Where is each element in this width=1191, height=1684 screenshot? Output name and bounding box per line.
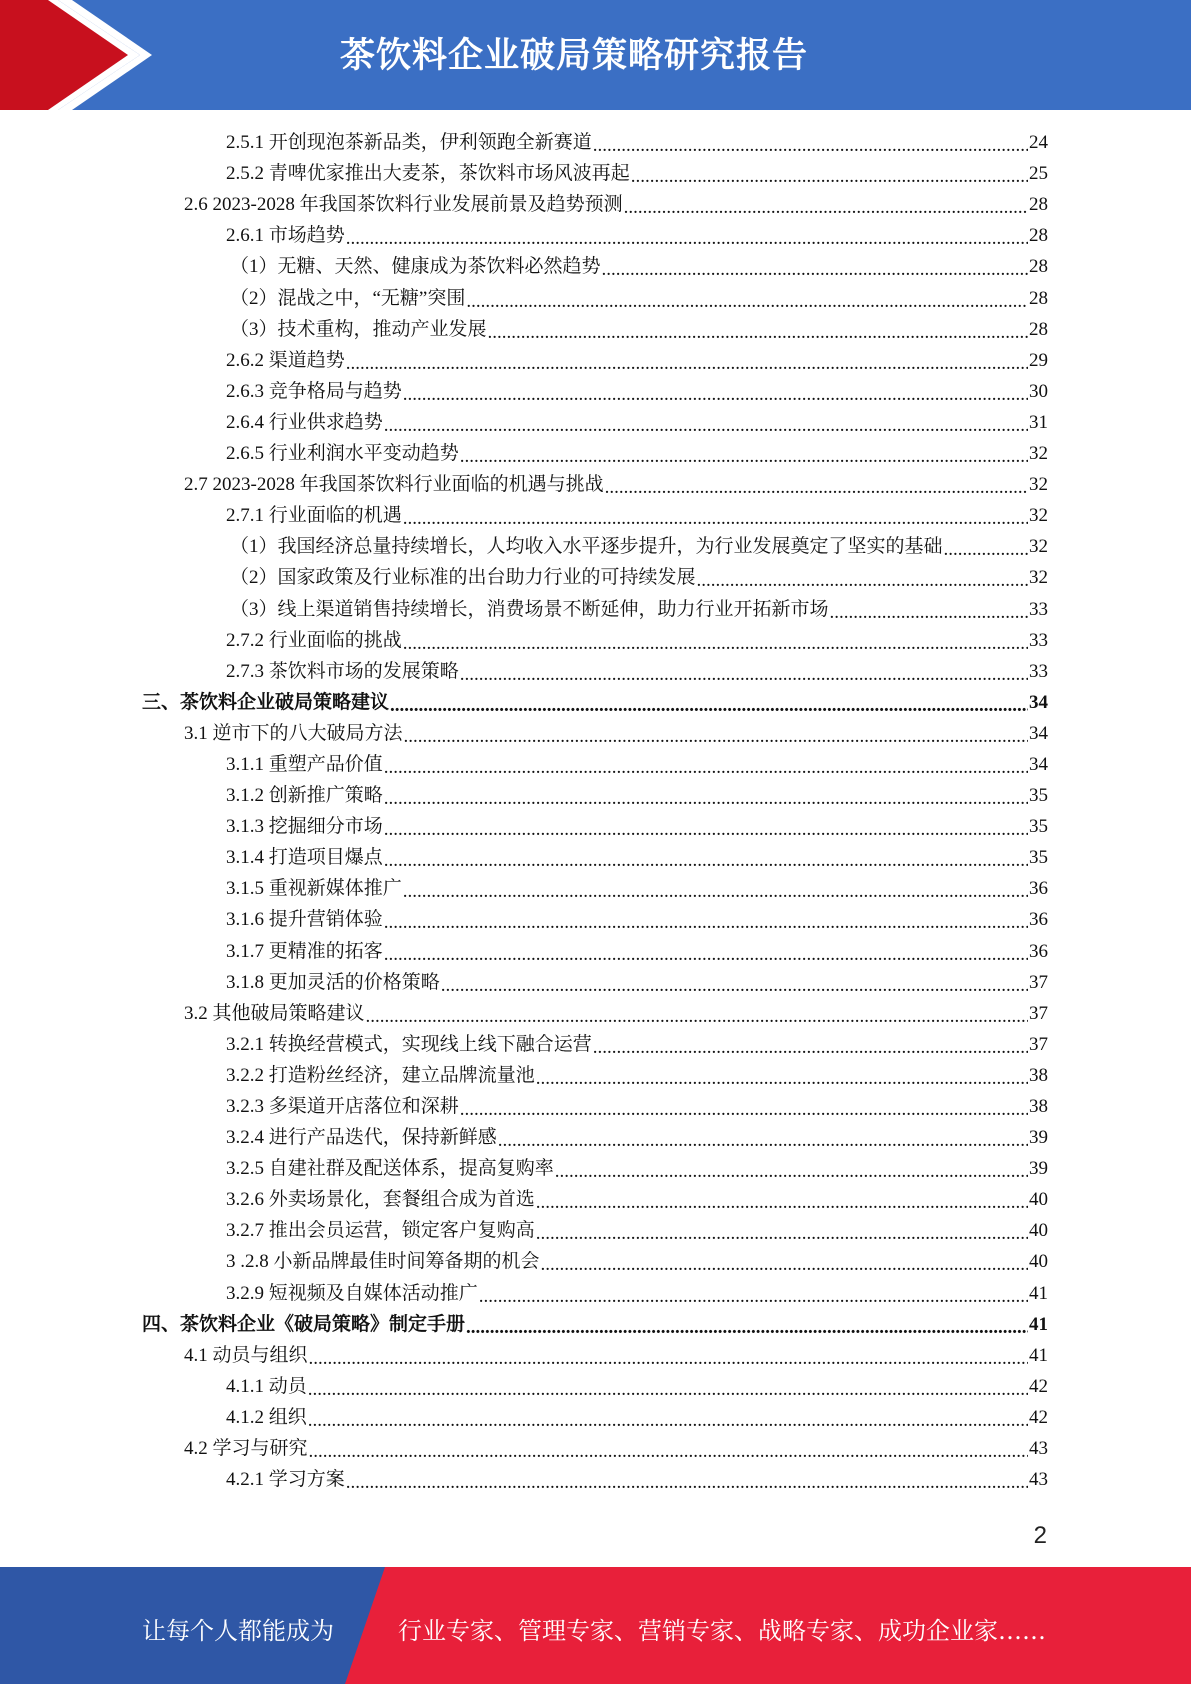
toc-leader-dots — [403, 873, 1028, 904]
toc-entry-label: 4.1 动员与组织 — [184, 1344, 308, 1366]
toc-leader-dots — [536, 1060, 1028, 1091]
toc-entry-page: 39 — [1029, 1158, 1048, 1180]
toc-entry[interactable] — [142, 376, 1048, 407]
report-title: 茶饮料企业破局策略研究报告 — [340, 36, 809, 76]
toc-leader-dots — [346, 220, 1028, 251]
toc-leader-dots — [541, 1246, 1028, 1277]
toc-entry[interactable] — [142, 998, 1048, 1029]
toc-entry-page: 24 — [1029, 132, 1048, 154]
toc-entry[interactable] — [142, 1215, 1048, 1246]
toc-entry-page: 35 — [1029, 816, 1048, 838]
toc-leader-dots — [697, 562, 1028, 593]
toc-leader-dots — [555, 1153, 1028, 1184]
toc-entry-page: 32 — [1029, 443, 1048, 465]
toc-entry[interactable] — [142, 1464, 1048, 1495]
page-number: 2 — [1033, 1522, 1047, 1549]
toc-entry[interactable] — [142, 282, 1048, 313]
toc-entry-label: 3.1.1 重塑产品价值 — [226, 753, 383, 775]
toc-entry-label: （1）无糖、天然、健康成为茶饮料必然趋势 — [230, 256, 601, 278]
toc-entry[interactable] — [142, 780, 1048, 811]
footer-slogan-right: 行业专家、管理专家、营销专家、战略专家、成功企业家…… — [398, 1617, 1046, 1645]
toc-entry-label: 3.1.7 更精准的拓客 — [226, 940, 383, 962]
toc-leader-dots — [466, 283, 1028, 314]
toc-entry-page: 41 — [1029, 1313, 1048, 1335]
toc-leader-dots — [602, 251, 1028, 282]
toc-entry-label: 三、茶饮料企业破局策略建议 — [142, 691, 390, 713]
table-of-contents — [142, 127, 1048, 1495]
toc-entry-label: （3）技术重构，推动产业发展 — [230, 318, 487, 340]
toc-leader-dots — [404, 718, 1028, 749]
toc-entry[interactable] — [142, 967, 1048, 998]
toc-entry[interactable] — [142, 562, 1048, 593]
toc-entry-page: 36 — [1029, 940, 1048, 962]
toc-leader-dots — [309, 1340, 1028, 1371]
toc-entry[interactable] — [142, 873, 1048, 904]
toc-entry-page: 34 — [1029, 753, 1048, 775]
toc-entry-page: 37 — [1029, 1002, 1048, 1024]
toc-entry[interactable] — [142, 1184, 1048, 1215]
toc-entry[interactable] — [142, 625, 1048, 656]
toc-leader-dots — [308, 1402, 1028, 1433]
toc-entry-page: 41 — [1029, 1344, 1048, 1366]
toc-entry-page: 31 — [1029, 411, 1048, 433]
toc-entry[interactable] — [142, 1029, 1048, 1060]
toc-entry-page: 36 — [1029, 878, 1048, 900]
toc-entry-page: 42 — [1029, 1375, 1048, 1397]
toc-entry[interactable] — [142, 1309, 1048, 1340]
toc-leader-dots — [498, 1122, 1028, 1153]
toc-entry-page: 35 — [1029, 847, 1048, 869]
toc-entry-page: 28 — [1029, 194, 1048, 216]
toc-entry-label: 四、茶饮料企业《破局策略》制定手册 — [142, 1313, 466, 1335]
toc-entry-page: 40 — [1029, 1189, 1048, 1211]
toc-leader-dots — [384, 780, 1028, 811]
toc-leader-dots — [536, 1184, 1028, 1215]
toc-entry-page: 25 — [1029, 163, 1048, 185]
toc-leader-dots — [441, 967, 1028, 998]
toc-entry-page: 28 — [1029, 256, 1048, 278]
toc-leader-dots — [309, 1433, 1028, 1464]
toc-entry-label: 2.5.2 青啤优家推出大麦茶，茶饮料市场风波再起 — [226, 163, 630, 185]
toc-leader-dots — [403, 625, 1028, 656]
toc-entry[interactable] — [142, 1277, 1048, 1308]
toc-entry[interactable] — [142, 407, 1048, 438]
toc-entry-label: 3.1.8 更加灵活的价格策略 — [226, 971, 440, 993]
toc-entry-label: （3）线上渠道销售持续增长，消费场景不断延伸，助力行业开拓新市场 — [230, 598, 829, 620]
toc-leader-dots — [346, 345, 1028, 376]
toc-leader-dots — [593, 127, 1028, 158]
toc-entry[interactable] — [142, 935, 1048, 966]
toc-entry[interactable] — [142, 656, 1048, 687]
toc-leader-dots — [479, 1278, 1028, 1309]
toc-entry[interactable] — [142, 158, 1048, 189]
toc-entry-page: 42 — [1029, 1406, 1048, 1428]
toc-entry-page: 32 — [1029, 474, 1048, 496]
toc-entry-label: 3.1.2 创新推广策略 — [226, 785, 383, 807]
toc-entry-label: 2.6.1 市场趋势 — [226, 225, 345, 247]
toc-entry-label: 2.7.2 行业面临的挑战 — [226, 629, 402, 651]
toc-entry[interactable] — [142, 1122, 1048, 1153]
toc-entry-label: 4.1.2 组织 — [226, 1406, 307, 1428]
toc-entry[interactable] — [142, 345, 1048, 376]
toc-leader-dots — [403, 500, 1028, 531]
toc-entry-page: 38 — [1029, 1064, 1048, 1086]
toc-entry-page: 36 — [1029, 909, 1048, 931]
toc-entry-label: 3.2.5 自建社群及配送体系，提高复购率 — [226, 1158, 554, 1180]
toc-entry-label: 4.2.1 学习方案 — [226, 1469, 345, 1491]
toc-entry[interactable] — [142, 500, 1048, 531]
toc-entry-label: 3.2.9 短视频及自媒体活动推广 — [226, 1282, 478, 1304]
toc-entry[interactable] — [142, 1433, 1048, 1464]
toc-leader-dots — [384, 936, 1028, 967]
toc-entry-label: 2.6.3 竞争格局与趋势 — [226, 380, 402, 402]
toc-leader-dots — [944, 531, 1028, 562]
toc-entry-page: 29 — [1029, 349, 1048, 371]
toc-entry-page: 33 — [1029, 629, 1048, 651]
toc-entry-page: 34 — [1029, 722, 1048, 744]
toc-entry-label: （1）我国经济总量持续增长，人均收入水平逐步提升，为行业发展奠定了坚实的基础 — [230, 536, 943, 558]
toc-entry-label: 3.2.2 打造粉丝经济，建立品牌流量池 — [226, 1064, 535, 1086]
toc-entry[interactable] — [142, 314, 1048, 345]
toc-leader-dots — [346, 1464, 1028, 1495]
toc-leader-dots — [631, 158, 1028, 189]
toc-entry[interactable] — [142, 842, 1048, 873]
toc-leader-dots — [384, 749, 1028, 780]
toc-entry[interactable] — [142, 811, 1048, 842]
toc-entry-page: 33 — [1029, 598, 1048, 620]
toc-entry-label: 3 .2.8 小新品牌最佳时间筹备期的机会 — [226, 1251, 540, 1273]
toc-entry-label: 3.1.5 重视新媒体推广 — [226, 878, 402, 900]
toc-entry-label: 2.7 2023-2028 年我国茶饮料行业面临的机遇与挑战 — [184, 474, 604, 496]
toc-entry-page: 30 — [1029, 380, 1048, 402]
toc-entry-label: （2）国家政策及行业标准的出台助力行业的可持续发展 — [230, 567, 696, 589]
toc-entry-label: 3.2.6 外卖场景化，套餐组合成为首选 — [226, 1189, 535, 1211]
toc-entry-page: 32 — [1029, 536, 1048, 558]
toc-entry[interactable] — [142, 189, 1048, 220]
toc-entry-page: 32 — [1029, 567, 1048, 589]
toc-entry-page: 39 — [1029, 1127, 1048, 1149]
toc-leader-dots — [830, 594, 1028, 625]
toc-leader-dots — [403, 376, 1028, 407]
toc-entry-page: 28 — [1029, 225, 1048, 247]
toc-entry[interactable] — [142, 1153, 1048, 1184]
toc-entry[interactable] — [142, 469, 1048, 500]
toc-entry[interactable] — [142, 438, 1048, 469]
toc-entry-label: 2.6 2023-2028 年我国茶饮料行业发展前景及趋势预测 — [184, 194, 623, 216]
toc-entry[interactable] — [142, 1091, 1048, 1122]
toc-leader-dots — [466, 1309, 1028, 1340]
toc-leader-dots — [384, 811, 1028, 842]
toc-entry-label: 3.2 其他破局策略建议 — [184, 1002, 365, 1024]
toc-entry-page: 37 — [1029, 1033, 1048, 1055]
toc-entry[interactable] — [142, 718, 1048, 749]
toc-entry-page: 38 — [1029, 1096, 1048, 1117]
toc-leader-dots — [366, 998, 1028, 1029]
report-footer — [0, 1567, 1191, 1684]
toc-entry-label: 3.2.7 推出会员运营，锁定客户复购高 — [226, 1220, 535, 1242]
toc-entry-page: 40 — [1029, 1220, 1048, 1242]
toc-entry-label: 3.2.3 多渠道开店落位和深耕 — [226, 1096, 459, 1117]
toc-leader-dots — [593, 1029, 1028, 1060]
toc-entry-page: 43 — [1029, 1438, 1048, 1460]
toc-entry-page: 40 — [1029, 1251, 1048, 1273]
toc-entry-page: 32 — [1029, 505, 1048, 527]
toc-entry[interactable] — [142, 1371, 1048, 1402]
toc-entry[interactable] — [142, 251, 1048, 282]
toc-entry-page: 37 — [1029, 971, 1048, 993]
toc-entry-label: 3.1 逆市下的八大破局方法 — [184, 722, 403, 744]
toc-leader-dots — [605, 469, 1028, 500]
toc-leader-dots — [536, 1215, 1028, 1246]
toc-entry-label: 2.6.2 渠道趋势 — [226, 349, 345, 371]
toc-entry-label: 3.2.4 进行产品迭代，保持新鲜感 — [226, 1127, 497, 1149]
toc-entry-page: 35 — [1029, 785, 1048, 807]
toc-entry-label: 2.7.1 行业面临的机遇 — [226, 505, 402, 527]
toc-entry-label: 2.6.5 行业利润水平变动趋势 — [226, 443, 459, 465]
toc-entry-label: 2.6.4 行业供求趋势 — [226, 411, 383, 433]
toc-entry[interactable] — [142, 749, 1048, 780]
toc-entry-label: 3.1.3 挖掘细分市场 — [226, 816, 383, 838]
toc-entry-label: 2.5.1 开创现泡茶新品类，伊利领跑全新赛道 — [226, 132, 592, 154]
toc-entry-page: 43 — [1029, 1469, 1048, 1491]
toc-entry-label: 3.2.1 转换经营模式，实现线上线下融合运营 — [226, 1033, 592, 1055]
toc-entry[interactable] — [142, 1402, 1048, 1433]
toc-entry-label: 3.1.6 提升营销体验 — [226, 909, 383, 931]
toc-entry-label: 4.1.1 动员 — [226, 1375, 307, 1397]
toc-entry[interactable] — [142, 1060, 1048, 1091]
toc-leader-dots — [390, 687, 1028, 718]
toc-leader-dots — [624, 189, 1028, 220]
toc-leader-dots — [460, 656, 1028, 687]
toc-entry-label: 4.2 学习与研究 — [184, 1438, 308, 1460]
toc-entry-page: 33 — [1029, 660, 1048, 682]
toc-entry-label: 2.7.3 茶饮料市场的发展策略 — [226, 660, 459, 682]
toc-entry-page: 28 — [1029, 287, 1048, 309]
toc-entry-page: 41 — [1029, 1282, 1048, 1304]
toc-entry[interactable] — [142, 904, 1048, 935]
toc-leader-dots — [308, 1371, 1028, 1402]
toc-entry[interactable] — [142, 127, 1048, 158]
toc-leader-dots — [384, 842, 1028, 873]
toc-entry-label: （2）混战之中，“无糖”突围 — [230, 287, 466, 309]
toc-leader-dots — [384, 904, 1028, 935]
toc-entry[interactable] — [142, 220, 1048, 251]
toc-entry[interactable] — [142, 687, 1048, 718]
toc-entry-page: 34 — [1029, 691, 1048, 713]
toc-entry[interactable] — [142, 1340, 1048, 1371]
toc-entry-page: 28 — [1029, 318, 1048, 340]
toc-entry[interactable] — [142, 593, 1048, 624]
footer-slogan-left: 让每个人都能成为 — [142, 1617, 334, 1645]
toc-leader-dots — [384, 407, 1028, 438]
toc-entry[interactable] — [142, 1246, 1048, 1277]
toc-entry-label: 3.1.4 打造项目爆点 — [226, 847, 383, 869]
toc-leader-dots — [460, 1091, 1028, 1122]
toc-leader-dots — [460, 438, 1028, 469]
report-header — [0, 0, 1191, 110]
toc-entry[interactable] — [142, 531, 1048, 562]
toc-leader-dots — [488, 314, 1028, 345]
